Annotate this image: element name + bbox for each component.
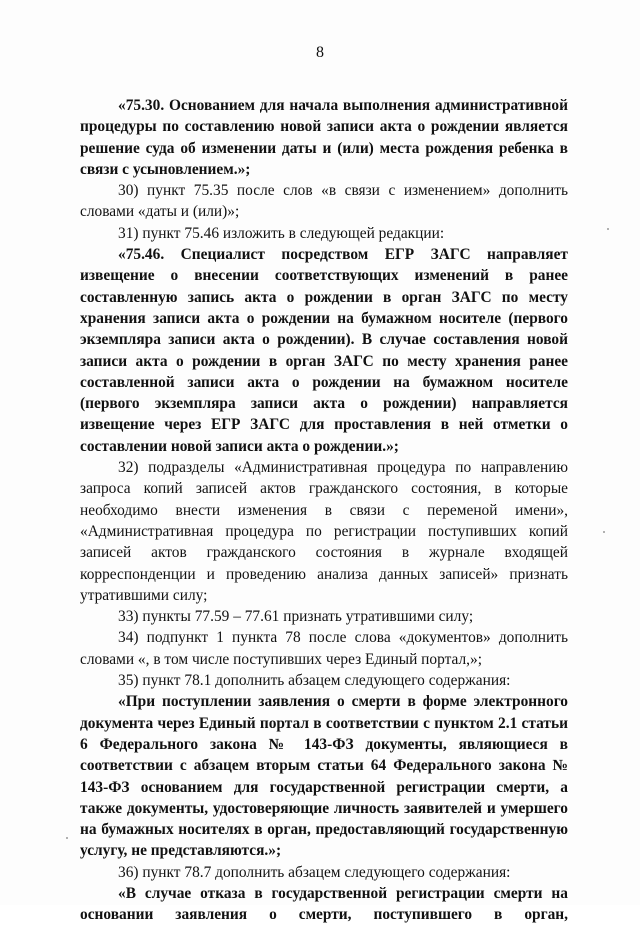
paragraph-refusal-case: «В случае отказа в государственной регистрации смерти на основании заявления о смерти, поступившего в орган, <box>80 884 568 924</box>
paragraph-item-33: 33) пункты 77.59 – 77.61 признать утратившими силу; <box>118 608 474 626</box>
page-number: 8 <box>316 44 324 61</box>
scan-speck <box>603 531 605 533</box>
paragraph-item-36: 36) пункт 78.7 дополнить абзацем следующего содержания: <box>118 863 511 881</box>
paragraph-75-46: «75.46. Специалист посредством ЕГР ЗАГС направляет извещение о внесении соответствующих изменений в ранее составленную запись акта о рождении в орган ЗАГС по месту хранения записи акта о рождении на бумажном носителе (первого экземпляра записи акта о рождении). В случае составления новой записи акта о рождении в орган ЗАГС по месту хранения ранее составленной записи акта о рождении на бумажном носителе (первого экземпляра записи акта о рождении) направляется извещение через ЕГР ЗАГС для проставления в ней отметки о составлении новой записи акта о рождении.»; <box>80 246 568 455</box>
paragraph-75-30: «75.30. Основанием для начала выполнения административной процедуры по составлению новой записи акта о рождении является решение суда об изменении даты и (или) места рождения ребенка в связи с усыновлением.»; <box>80 97 568 178</box>
paragraph-item-34: 34) подпункт 1 пункта 78 после слова «документов» дополнить словами «, в том числе поступивших через Единый портал,»; <box>80 629 568 668</box>
paragraph-item-35: 35) пункт 78.1 дополнить абзацем следующего содержания: <box>118 672 511 690</box>
paragraph-item-32: 32) подразделы «Административная процедура по направлению запроса копий записей актов гражданского состояния, в которые необходимо внести изменения в связи с переменой имени», «Административная процедура по регистрации поступивших копий записей актов гражданского состояния в журнале входящей корреспонденции и проведению анализа данных записей» признать утратившими силу; <box>80 459 568 604</box>
paragraph-item-31: 31) пункт 75.46 изложить в следующей редакции: <box>118 224 445 242</box>
scan-speck <box>66 837 68 839</box>
paragraph-death-registration: «При поступлении заявления о смерти в форме электронного документа через Единый портал в соответствии с пунктом 2.1 статьи 6 Федерального закона № 143-ФЗ документы, являющиеся в соответствии с абзацем вторым статьи 64 Федерального закона № 143-ФЗ основанием для государственной регистрации смерти, а также документы, удостоверяющие личность заявителей и умершего на бумажных носителях в орган, предоставляющий государственную услугу, не представляются.»; <box>80 693 568 860</box>
paragraph-item-30: 30) пункт 75.35 после слов «в связи с изменением» дополнить словами «даты и (или)»; <box>80 182 568 221</box>
scan-speck <box>607 228 609 230</box>
document-body <box>80 95 568 926</box>
